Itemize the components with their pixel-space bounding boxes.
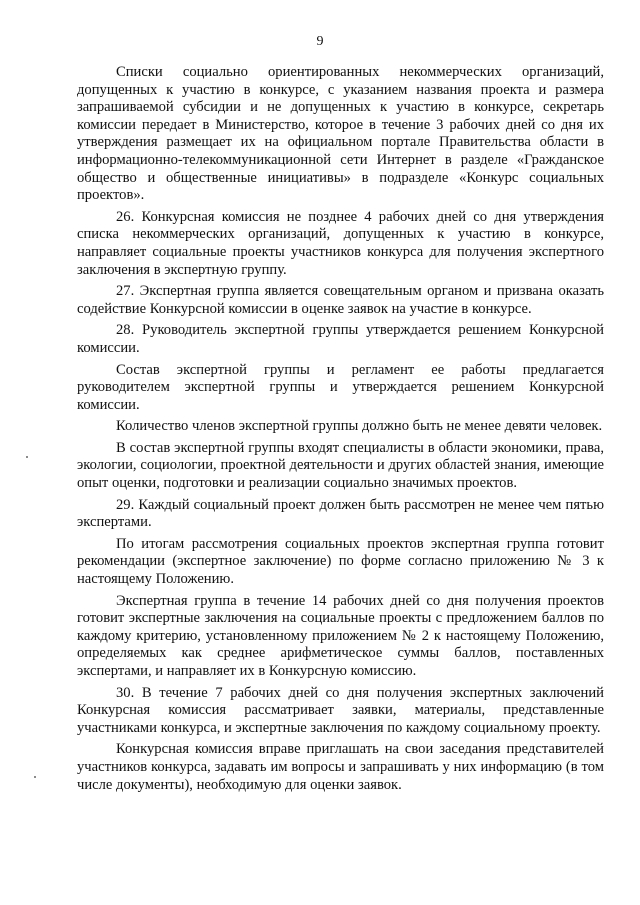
page-number: 9 [316, 34, 324, 49]
paragraph-30: 30. В течение 7 рабочих дней со дня получения экспертных заключений Конкурсная комиссия рассматривает заявки, материалы, представленные участниками конкурса, и экспертные заключения по каждому социальному проекту. [77, 684, 604, 736]
paragraph-published-lists: Списки социально ориентированных некоммерческих организаций, допущенных к участию в конкурсе, с указанием названия проекта и размера запрашиваемой субсидии и не допущенных к участию в конкурсе, секретарь комиссии передает в Министерство, которое в течение 3 рабочих дней со дня их утверждения размещает их на официальном портале Правительства области в информационно-телекоммуникационной сети Интернет в разделе «Гражданское общество и общественные инициативы» в подразделе «Конкурс социальных проектов». [77, 64, 604, 204]
paragraph-expert-deadline: Экспертная группа в течение 14 рабочих дней со дня получения проектов готовит экспертные заключения на социальные проекты с предложением баллов по каждому критерию, установленному приложением № 2 к настоящему Положению, определяемых как среднее арифметическое суммы баллов, поставленных экспертами, и направляет их в Конкурсную комиссию. [77, 592, 604, 679]
paragraph-recommendations: По итогам рассмотрения социальных проектов экспертная группа готовит рекомендации (экспертное заключение) по форме согласно приложению № 3 к настоящему Положению. [77, 535, 604, 588]
paragraph-29: 29. Каждый социальный проект должен быть рассмотрен не менее чем пятью экспертами. [77, 496, 604, 531]
paragraph-expert-group-composition: Состав экспертной группы и регламент ее работы предлагается руководителем экспертной группы и утверждается решением Конкурсной комиссии. [77, 361, 604, 413]
paragraph-26: 26. Конкурсная комиссия не позднее 4 рабочих дней со дня утверждения списка некоммерческих организаций, допущенных к участию в конкурсе, направляет социальные проекты участников конкурса для получения экспертного заключения в экспертную группу. [77, 208, 604, 278]
paragraph-28: 28. Руководитель экспертной группы утверждается решением Конкурсной комиссии. [77, 322, 604, 356]
paragraph-27: 27. Экспертная группа является совещательным органом и призвана оказать содействие Конкурсной комиссии в оценке заявок на участие в конкурсе. [77, 283, 604, 317]
paragraph-member-count: Количество членов экспертной группы должно быть не менее девяти человек. [116, 418, 603, 435]
scan-speck [26, 456, 28, 458]
scan-speck [34, 776, 36, 778]
paragraph-invitations: Конкурсная комиссия вправе приглашать на свои заседания представителей участников конкурса, задавать им вопросы и запрашивать у них информацию (в том числе документы), необходимую для оценки заявок. [77, 741, 604, 793]
paragraph-specialists: В состав экспертной группы входят специалисты в области экономики, права, экологии, социологии, проектной деятельности и других областей знания, имеющие опыт оценки, подготовки и реализации социально значимых проектов. [77, 439, 604, 492]
document-body [77, 64, 604, 794]
